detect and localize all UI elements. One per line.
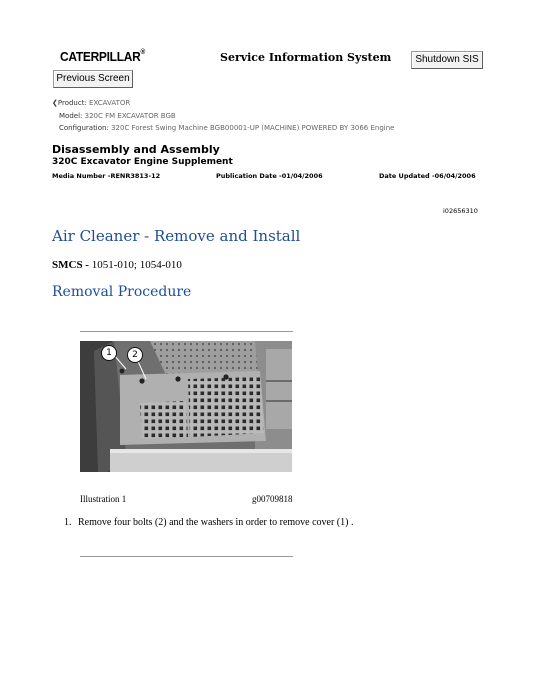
section-title: Disassembly and Assembly xyxy=(52,143,220,156)
illustration-photo xyxy=(80,341,292,472)
smcs-label: SMCS - xyxy=(52,259,89,271)
system-title: Service Information System xyxy=(220,51,392,64)
procedure-step xyxy=(64,517,353,528)
model-label: Model: xyxy=(59,112,83,120)
step-text: Remove four bolts (2) and the washers in order to remove cover (1) . xyxy=(78,517,354,528)
media-number: Media Number -RENR3813-12 xyxy=(52,172,161,180)
product-label: Product: xyxy=(57,99,87,107)
configuration-value: 320C Forest Swing Machine BGB00001-UP (MACHINE) POWERED BY 3066 Engine xyxy=(111,124,395,132)
date-updated: Date Updated -06/04/2006 xyxy=(379,172,476,180)
document-subtitle: 320C Excavator Engine Supplement xyxy=(52,157,233,167)
smcs-codes xyxy=(52,259,182,271)
illustration-label: Illustration 1 xyxy=(80,494,127,504)
shutdown-sis-button[interactable]: Shutdown SIS xyxy=(411,51,483,69)
product-value: EXCAVATOR xyxy=(89,99,131,107)
caterpillar-logo xyxy=(60,49,145,64)
publication-date: Publication Date -01/04/2006 xyxy=(216,172,323,180)
callout-2-number: 2 xyxy=(132,350,138,360)
logo-text: CATERPILLAR xyxy=(60,49,141,64)
procedure-heading: Removal Procedure xyxy=(52,284,192,300)
callout-1-number: 1 xyxy=(106,348,112,358)
air-cleaner-photo-graphic xyxy=(80,341,292,472)
document-id: i02656310 xyxy=(443,207,478,215)
callout-2 xyxy=(127,347,143,363)
callout-1 xyxy=(101,345,117,361)
smcs-value: 1051-010; 1054-010 xyxy=(91,259,182,271)
model-line xyxy=(59,112,176,120)
step-number: 1. xyxy=(64,517,72,528)
divider-bottom xyxy=(80,556,293,557)
configuration-label: Configuration: xyxy=(59,124,109,132)
configuration-line xyxy=(59,124,394,132)
previous-screen-button[interactable]: Previous Screen xyxy=(53,70,133,88)
logo-registered-mark: ® xyxy=(140,49,145,56)
product-line xyxy=(52,99,130,107)
page-title: Air Cleaner - Remove and Install xyxy=(52,227,301,245)
model-value: 320C FM EXCAVATOR BGB xyxy=(84,112,176,120)
divider-top xyxy=(80,331,293,332)
illustration-id: g00709818 xyxy=(252,494,293,504)
product-back-icon[interactable]: ❮ xyxy=(52,99,58,107)
